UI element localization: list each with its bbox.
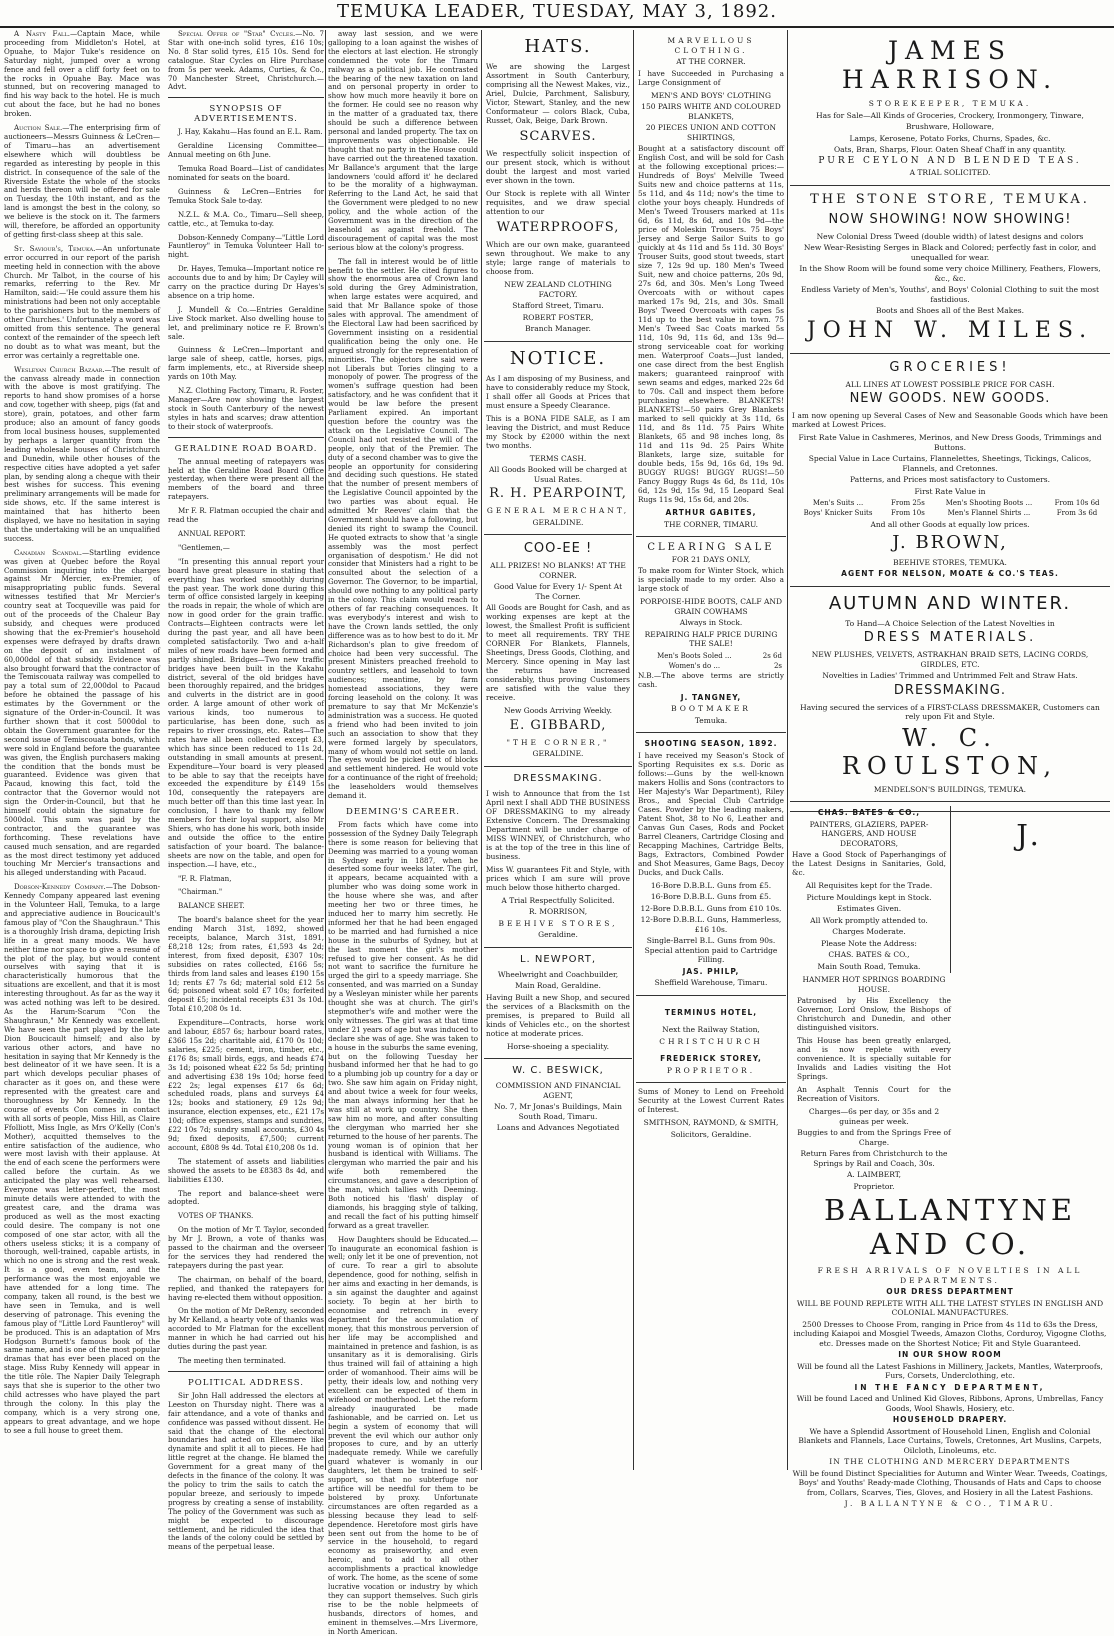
pearpoint-role: GENERAL MERCHANT, — [486, 506, 630, 515]
synopsis-item: N.Z.L. & M.A. Co., Timaru—Sell sheep, cattle, etc., at Temuka to-day. — [168, 209, 324, 228]
hanmer-ad — [792, 973, 951, 1193]
stone-line: In the Show Room will be found some very choice Millinery, Feathers, Flowers, &c., &c. — [799, 264, 1101, 283]
ballantyne-clothbody: Will be found Distinct Specialities for Autumn and Winter Wear. Tweeds, Coatings, Boys' and Youths' Ready-made Clothing, Thousands of Hats and Caps to choose from, Collars, Scarves, Ties, Gloves, and Hosiery in all the Latest Fashions. — [792, 1468, 1108, 1497]
hats-title: HATS. — [524, 36, 592, 57]
synopsis-item: Temuka Road Board—List of candidates nominated for seats on the board. — [168, 164, 324, 182]
pearpoint-town: GERALDINE. — [532, 517, 584, 527]
bates-street: Main South Road, Temuka. — [817, 961, 921, 971]
road-board-paragraph: "Gentlemen,— — [178, 542, 230, 552]
cooee-title: COO-EE ! — [523, 541, 593, 556]
clearing-prices — [638, 651, 784, 671]
synopsis-item: J. Hay, Kakahu—Has found an E.L. Ram. — [178, 127, 323, 137]
hanmer-body: Patronised by His Excellency the Governor, Lord Onslow, the Bishops of Christchurch and Dunedin, and other distinguished visitors. — [797, 996, 951, 1032]
price-label: Women's do ... — [668, 661, 721, 670]
road-board-paragraph: "F. R. Flatman, — [178, 873, 232, 883]
factory-street: Stafford Street, Timaru. — [512, 301, 604, 310]
synopsis-heading: SYNOPSIS OF ADVERTISEMENTS. — [194, 104, 298, 125]
gibbard-town: GERALDINE. — [532, 749, 584, 758]
road-board-paragraph: On the motion of Mr DeRenzy, seconded by Mr Kelland, a hearty vote of thanks was accorded to Mr Flatman for the excellent manner in which he had carried out his duties during the past year. — [168, 1306, 324, 1352]
shooting-single: Single-Barrel B.L. Guns from 90s. Special attention paid to Cartridge Filling. — [644, 936, 778, 964]
newport-ad — [484, 948, 632, 1060]
autumn-plush: NEW PLUSHES, VELVETS, ASTRAKHAN BRAID SETS, LACING CORDS, GIRDLES, ETC. — [811, 650, 1089, 669]
stock-text: Our Stock is replete with all Winter requisites, and we draw special attention to our — [486, 189, 630, 216]
clearing-body: To make room for Winter Stock, which is specially made to my order. Also a large stock of — [638, 566, 784, 593]
dressmaking-ad — [484, 767, 632, 948]
newport-title: L. NEWPORT, — [519, 953, 597, 965]
news-paragraph — [4, 30, 160, 119]
ballantyne-footer: J. BALLANTYNE & CO., TIMARU. — [844, 1499, 1056, 1508]
dressmaking-body: I wish to Announce that from the 1st April next I shall ADD THE BUSINESS OF DRESSMAKING to my already Extensive Concern. The Dressmaking Department will be under charge of MISS WINNEY, of Christchurch, who is at the top of the tree in this line of business. — [486, 788, 630, 861]
tangney-role: BOOTMAKER — [671, 704, 751, 713]
newport-role: Wheelwright and Coachbuilder, — [497, 969, 619, 979]
autumn-ad — [790, 587, 1110, 803]
synopsis-item: N.Z. Clothing Factory, Timaru, R. Foster, Manager—Are now showing the largest stock in South Canterbury of the newest styles in hats and scarves; draw attention to their stock of waterproofs. — [168, 386, 324, 431]
news-subcolumn-right — [168, 30, 324, 1557]
sums-ad — [636, 1083, 786, 1146]
paragraph-text: —No. 7 Star with one-inch solid tyres, £16 10s; No. 8 Star solid tyres, £15 10s. Send for catalogue. Star Cycles on Hire Purchase from 5s per week. Adams, Curties, & Co., 70 Manchester Street, Christchurch.—Advt. — [168, 29, 324, 92]
synopsis-item: Guinness & LeCren—Important and large sale of sheep, cattle, horses, pigs, farm implements, etc., at Riverside sheep yards on 10th May. — [168, 345, 324, 382]
stone-line: Boots and Shoes all of the Best Makes. — [876, 306, 1024, 315]
gabites-name: ARTHUR GABITES, — [665, 508, 757, 517]
cooee-ad — [484, 535, 632, 767]
news-paragraph — [4, 549, 160, 879]
news-paragraph — [4, 245, 160, 361]
news-paragraph — [4, 883, 160, 1435]
autumn-dress: DRESS MATERIALS. — [863, 630, 1037, 645]
paragraph-text: —Captain Mace, while proceeding from Middleton's Hotel, at Opuahe, to Major Tuke's residence on Saturday night, jumped over a wrong fence and fell over a cliff forty feet on to the rocks in Opuahe Bay. Mace was stunned, but on recovering managed to find his way back to the hotel. He is much cut about the face, but he had no bones broken. — [4, 29, 160, 119]
hanmer-charges: Charges—6s per day, or 35s and 2 guineas per week. — [808, 1107, 940, 1126]
clearing-repair: REPAIRING HALF PRICE DURING THE SALE! — [644, 629, 778, 648]
shooting-body: I have received my Season's Stock of Sporting Requisites ex s.s. Doric as follows:—Guns by the well-known makers Hollis and Sons (contractors to Her Majesty's War Department), Riley Bros., and Special Club Cartridge Cases. Powder by the leading makers, Patent Shot, 38 to No 6, Leather and Canvas Gun Cases, Rods and Pocket Barrel Cleaners, Cartridge Closing and Recapping Machines, Cartridge Belts, Bags, Extractors, Combined Powder and Shot Measures, Game Bags, Decoy Ducks, and Duck Calls. — [638, 750, 784, 877]
divider — [168, 437, 324, 438]
autumn-dressmaking: DRESSMAKING. — [893, 682, 1007, 698]
paragraph-runin: St. Saviour's, Temuka. — [14, 243, 96, 253]
waterproofs-body: Which are our own make, guaranteed sewn throughout. We make to any style; large range of materials to choose from. — [486, 240, 630, 276]
paragraph-text: —An unfortunate error occurred in our report of the parish meeting held in connection with the above Church. Mr Talbot, in the course of his remarks, referring to the Rev. Mr Hamilton, said:—'He could assure them his ministrations had been not only acceptable to the parishioners but to the members of other Churches.' Unfortunately a word was omitted from this sentence. The general context of the remainder of the speech left no doubt as to what was meant, but the error was certainly a regrettable one. — [4, 243, 160, 360]
road-board-paragraph: ANNUAL REPORT. — [178, 528, 246, 538]
road-board-paragraph: The annual meeting of ratepayers was held at the Geraldine Road Board Office yesterday, when there were present all the members of the board and three ratepayers. — [168, 456, 324, 502]
road-board-paragraph: "In presenting this annual report your board have great pleasure in stating that everything has worked smoothly during the past year. The work done during this term of office consisted largely in keeping the roads in repair, the whole of which are now in good order for the grain traffic. Contracts—Eighteen contracts were let during the past year, and all have been completed satisfactorily. Two and a-half miles of new roads have been formed and partly shingled. Bridges—Two new traffic bridges have been built in the Kakahu district, several of the old bridges have been thoroughly repaired, and the bridges and culverts in the district are in good order. A large amount of other work of various kinds, too numerous to particularise, has been done, such as repairs to river crossings, etc. Rates—The rates have all been collected except £3, which has since been reduced to 11s 2d, outstanding in small amounts at present. Expenditure—Your board is very pleased to be able to say that the receipts have exceeded the expenditure by £149 15s 10d, consequently the ratepayers are much better off than this time last year. In conclusion, I have to thank my fellow members for their loyal support, also Mr Shiers, who has done his work, both inside and outside the office to the entire satisfaction of your board. The balance-sheets are now on the table, and open for inspection.—I have, etc., — [168, 556, 324, 869]
factory-name: NEW ZEALAND CLOTHING FACTORY. — [504, 280, 612, 299]
storey-name: FREDERICK STOREY, — [660, 1054, 762, 1063]
price-label: Boys' Knicker Suits — [803, 509, 873, 517]
gibbard-corner: "THE CORNER," — [506, 737, 610, 747]
dressmaking-trial: A Trial Respectfully Solicited. — [501, 895, 615, 905]
pearpoint-name: R. H. PEARPOINT, — [489, 486, 627, 501]
harrison-trial: A TRIAL SOLICITED. — [909, 168, 991, 177]
shooting-ad — [636, 733, 786, 996]
column-rule — [481, 30, 482, 1470]
price-row — [638, 651, 784, 661]
newport-shoeing: Horse-shoeing a speciality. — [507, 1041, 609, 1051]
gun-line: 12-Bore D.B.B.L. Guns from £10 10s. — [640, 903, 782, 913]
ballantyne-housebody: We have a Splendid Assortment of Household Linen, English and Colonial Blankets and Flannels, Lace Curtains, Towels, Cretonnes, Art Muslins, Carpets, Oilcloth, Linoleums, etc. — [798, 1426, 1102, 1455]
gabites-address: THE CORNER, TIMARU. — [663, 519, 759, 529]
column-rule — [787, 30, 788, 1470]
scarves-body: We respectfully solicit inspection of our present stock, which is without doubt the largest and most varied ever shown in the town. — [486, 149, 630, 185]
dressmaking-body2: Miss W. guarantees Fit and Style, with prices which I am sure will prove much below those hitherto charged. — [486, 864, 630, 892]
road-board-heading: GERALDINE ROAD BOARD. — [174, 443, 318, 454]
harrison-line: Brushware, Holloware, — [906, 122, 994, 131]
laimbert-role: Proprietor. — [853, 1181, 895, 1191]
news-paragraph: From facts which have come into possession of the Sydney Daily Telegraph there is some reason for believing that Deeming was married to a young woman in Sydney early in 1887, when he deserted some four weeks later. The girl, it appears, became acquainted with a plumber who was doing some work in the house where she was, and after meeting her two or three times, he induced her to marry him secretly. He informed her that he had been engaged to be married and had furnished a nice house in the suburbs of Sydney, but at the last moment the girl's mother refused to give her consent. As he did not want to sacrifice the furniture he urged the girl to a speedy marriage. She consented, and was married on a Sunday by a Wesleyan minister while her parents thought she was at church. The girl's stepmother's wife and mother were the only witnesses. The girl was at that time under 21 years of age but was induced to declare she was of age. She was taken to a house in the suburbs the same evening, but on the following Tuesday her husband informed her that he had to go to a plumbing job up country for a day or two. She saw him again on Friday night, and about twice a week for four weeks, the man always informing her that he was still at work up country. She then saw him no more, and after consulting the clergyman who married her she returned to the house of her parents. The young woman is of opinion that her husband is identical with Williams. The clergyman who married the pair and his wife both remembered the circumstances, and gave a description of the man, which tallies with Deeming. Both noticed his 'flash' display of diamonds, his bragging style of talking, and recall the fact of his putting himself forward as a great traveller. — [328, 819, 478, 1230]
terminus-city: CHRISTCHURCH — [659, 1036, 763, 1046]
harrison-line: Lamps, Kerosene, Potato Forks, Churns, Spades, &c. — [849, 133, 1051, 143]
ballantyne-household: HOUSEHOLD DRAPERY. — [892, 1415, 1008, 1424]
road-board-paragraph: On the motion of Mr T. Taylor, seconded by Mr J. Brown, a vote of thanks was passed to the chairman and the overseer for the services they had rendered the ratepayers during the past year. — [168, 1225, 324, 1270]
paragraph-runin: Dobson-Kennedy Company. — [14, 882, 106, 892]
ballantyne-dresses: 2500 Dresses to Choose From, ranging in Price from 4s 11d to 63s the Dress, including Kaiapoi and Mosgiel Tweeds, Amazon Cloths, Corduroy, Vigogne Cloths, etc. Dresses made on the Shortest Notice; Fit and Style Guaranteed. — [793, 1319, 1107, 1348]
news-column-2 — [328, 29, 478, 1636]
news-paragraph: How Daughters should be Educated.—To inaugurate an economical fashion is well; only let it be one of prevention, not of cure. To rear a girl to absolute dependence, good for nothing, selfish in her aims and exacting in her demands, is a sin against the daughter and against society. To begin at her birth to economise and retrench in every department for the accumulation of money, that this monstrous perversion of her life may be accomplished and maintained in pretence and fashion, is as unsanitary as it is demoralising. Girls thus trained will fail of attaining a high order of womanhood. Their aims will be petty, their ideals low, and nothing very excellent can be expected of them in wifehood or motherhood. Let the reform already inaugurated be made fashionable, and be carried on. Let us begin a system of economy that will prevent the evil which our author only proposes to cure, and by an utterly inadequate remedy. While we carefully guard whatever is womanly in our daughters, let them be trained to self-support, so that no subterfuge nor artifice will be needful for them to be bolstered by proxy. Unfortunate circumstances are often regarded as a blessing because they lead to self-dependence. Heretofore most girls have been sent out from the home to be of service in the household, to regard economy as praiseworthy, and even heroic, and to add to all other accomplishments a practical knowledge of work. The home, as the scene of some lucrative vocation or industry by which they can support themselves. Such girls rise to be the noble helpmeets of husbands, directors of homes, and eminent in themselves.—Mrs Livermore, in North American. — [328, 1234, 478, 1636]
miles-name: JOHN W. MILES. — [806, 317, 1094, 343]
stone-store-ad — [790, 186, 1110, 354]
philp-name: JAS. PHILP, — [682, 966, 740, 976]
notice-ad — [484, 342, 632, 536]
sums-name: SMITHSON, RAYMOND, & SMITH, — [643, 1118, 779, 1127]
groceries-line: Special Value in Lace Curtains, Flannelettes, Sheetings, Tickings, Calicos, Flannels, and Cretonnes. — [808, 454, 1092, 473]
bates-work: All Work promptly attended to. — [810, 915, 928, 925]
cooee-body: All Goods are Bought for Cash, and as working expenses are kept at the lowest, the Smallest Profit is sufficient to meet all requirements. TRY THE CORNER For Blankets, Flannels, Sheetings, Dress Goods, Clothing, and Mercery. Since opening in May last the returns have increased considerably, thus proving Customers are satisfied with the value they receive. — [486, 603, 630, 702]
newport-body: Having Built a new Shop, and secured the services of a Blacksmith on the premises, is prepared to Build all kinds of Vehicles etc., on the shortest notice at moderate prices. — [486, 992, 630, 1038]
section-heading: DEEMING'S CAREER. — [346, 806, 460, 817]
stone-showing: NOW SHOWING! NOW SHOWING! — [828, 211, 1072, 227]
news-paragraph — [4, 366, 160, 544]
road-board-paragraph: The board's balance sheet for the year ending March 31st, 1892, showed receipts, balance, March 31st, 1891, £8,218 12s; from rates, £1,593 4s 2d; interest, from fixed deposit, £307 10s; subsidies on rates collected, £166 5s; thirds from land sales and leases £190 15s 1d; rents £7 7s 6d; material sold £12 5s 6d; poisoned wheat sold £7 10s; forfeited deposit £5; incidental receipts £31 3s 10d. Total £10,208 0s 1d. — [168, 915, 324, 1014]
clearing-head: PORPOISE-HIDE BOOTS, CALF AND GRAIN COWHAMS — [640, 597, 782, 616]
groceries-title: GROCERIES! — [889, 359, 1011, 375]
groceries-new: NEW GOODS. NEW GOODS. — [849, 391, 1051, 406]
beswick-ad — [484, 1059, 632, 1140]
autumn-novelties: Novelties in Ladies' Trimmed and Untrimmed Felt and Straw Hats. — [822, 671, 1078, 680]
manager-role: Branch Manager. — [525, 324, 591, 333]
harrison-ad — [790, 30, 1110, 186]
bates-body: Have a Good Stock of Paperhangings of the Latest Designs in Sanitaries, Gold, &c. — [792, 850, 946, 877]
news-paragraph — [4, 124, 160, 240]
morrison-town: Geraldine. — [538, 930, 578, 939]
cooee-weekly: New Goods Arriving Weekly. — [503, 706, 613, 715]
price-row — [792, 498, 1108, 508]
price-row — [792, 508, 1108, 518]
tangney-town: Temuka. — [694, 715, 728, 725]
clothing-head-2: 150 PAIRS WHITE AND COLOURED BLANKETS, — [641, 102, 781, 121]
terminus-line: Next the Railway Station, — [662, 1025, 760, 1034]
stone-line: New Wear-Resisting Serges in Black and Colored; perfectly fast in color, and unequalled for wear. — [803, 243, 1097, 262]
ad-column-5 — [790, 30, 1110, 1508]
news-paragraph — [168, 30, 324, 92]
stone-line: Endless Variety of Men's, Youths', and Boys' Colonial Clothing to suit the most fastidious. — [801, 285, 1099, 304]
terminus-title: TERMINUS HOTEL, — [664, 1007, 758, 1017]
price-value: From 10s 6d — [1054, 499, 1100, 507]
notice-title: NOTICE. — [509, 347, 607, 369]
hanmer-body2: This House has been greatly enlarged, and is now replete with every convenience. It is specially suitable for Invalids and Ladies visiting the Hot Springs. — [797, 1036, 951, 1081]
road-board-paragraph: The meeting then terminated. — [178, 1356, 286, 1365]
synopsis-item: J. Mundell & Co.—Entries Geraldine Live Stock market. Also dwelling house to let, and preliminary notice re F. Brown's sale. — [168, 304, 324, 341]
road-board-paragraph: The statement of assets and liabilities showed the assets to be £8383 8s 4d, and liabilities £130. — [168, 1156, 324, 1184]
clothing-ad — [636, 30, 786, 537]
price-value: From 10s — [891, 509, 925, 517]
autumn-title: AUTUMN AND WINTER. — [828, 592, 1072, 614]
manager-name: ROBERT FOSTER, — [522, 312, 594, 322]
terminus-ad — [636, 996, 786, 1084]
column-rule — [325, 30, 326, 1470]
brown-name: J. BROWN, — [892, 531, 1008, 553]
clothing-sub: AT THE CORNER. — [676, 57, 746, 66]
price-value: From 25s — [891, 499, 925, 507]
news-paragraph: The fall in interest would be of little benefit to the settler. He cited figures to show the enormous area of Crown land sold during the Grey Administration, when large estates were acquired, and said that Mr Ballance spoke of those sales with approval. The amendment of the Electoral Law had been sacrificed by Government insisting on a residential qualification being the only one. He argued strongly for the representation of minorities. The objectors he said were not Liberals but Tories clinging to a monopoly of power. The progress of the women's suffrage question had been satisfactory, and he was confident that it would be law before the present Parliament expired. An important question before the country was the attack on the Legislative Council. The Council had not resisted the will of the people, only that of the Premier. The duty of a second chamber was to give the people an opportunity for considering and deciding such questions. He stated that the number of present members of the Legislative Council appointed by the two parties was about equal. He admitted Mr Reeves' claim that the Government should have a following, but denied its right to swamp the Council. He quoted extracts to show that 'a single assembly was the most perfect organisation of despotism.' He did not consider that Ministers had a right to be consulted about the selection of a Governor. The Governor, to be impartial, should owe nothing to any political party in the colony. This claim would reach to others of far reaching consequences. It was everybody's interest and wish to have the Crown lands settled, the only difference was as to how best to do it. Mr Richardson's plan to give freedom of choice had been very successful. The present Ministers preached freehold to country settlers, and leasehold to town audiences; meantime, by farm homestead associations, they were forcing leasehold on the colony. It was premature to say that Mr McKenzie's administration was a success. He quoted a friend who had been invited to join such an association to show that they were formed largely by speculators, many of whom would not settle on land. The eyes would be picked out of blocks and settlement hindered. He would vote for a continuance of the right of freehold; the leaseholders would themselves demand it. — [328, 256, 478, 801]
beswick-title: W. C. BESWICK, — [512, 1065, 604, 1076]
philp-address: Sheffield Warehouse, Timaru. — [654, 978, 768, 987]
ballantyne-sub: FRESH ARRIVALS OF NOVELTIES IN ALL DEPARTMENTS. — [817, 1266, 1083, 1285]
cooee-line: ALL PRIZES! NO BLANKS! AT THE CORNER. — [490, 561, 626, 580]
groceries-body: I am now opening up Several Cases of New and Seasonable Goods which have been marked at Lowest Prices. — [792, 411, 1108, 429]
tangney-name: J. TANGNEY, — [680, 692, 742, 702]
gibbard-name: E. GIBBARD, — [509, 717, 607, 733]
hats-ad — [484, 30, 632, 342]
road-board-paragraph: Expenditure—Contracts, horse work and labour, £857 6s; harbour board rates, £366 15s 2d; charitable aid, £170 0s 10d; salaries, £225; cement, iron, timber, etc., £176 8s; small birds, eggs, and heads £74 3s 1d; poisoned wheat £22 5s 5d; printing and advertising £38 19s 10d; horse feed £22 2s; legal expenses £17 6s 6d; scheduled roads, plans and surveys £4 12s; books and stationery, £9 12s 9d; insurance, election expenses, etc., £21 17s 10d; office expenses, stamps and sundries, £22 10s 7d; sundry small accounts, £30 4s 9d; fixed deposits, £7,500; current account, £808 9s 4d. Total £10,208 0s 1d. — [168, 1018, 324, 1152]
paragraph-runin: Canadian Scandal. — [14, 547, 82, 557]
beswick-role: COMMISSION AND FINANCIAL AGENT, — [495, 1081, 621, 1100]
harrison-line: Has for Sale—All Kinds of Groceries, Crockery, Ironmongery, Tinware, — [816, 110, 1084, 120]
notice-terms: TERMS CASH. — [529, 453, 587, 463]
groceries-other: And all other Goods at equally low prices. — [870, 520, 1030, 529]
price-label: Men's Shooting Boots ... — [945, 499, 1033, 507]
political-paragraph: Sir John Hall addressed the electors at Leeston on Thursday night. There was a fair attendance, and a vote of thanks and confidence was passed without dissent. He said that the change of the electoral boundaries had acted on Ellesmere like dynamite and split it all to pieces. He had little regret at the change. He blamed the Government for a great many of the defects in the finance of the colony. It was the policy to trim the sails to catch the popular breeze, and seriously to impede progress by creating a sense of instability. The policy of the Government was such as might be expected to discourage settlement, and he ridiculed the idea that the lands of the colony could be settled by means of the perpetual lease. — [168, 1390, 324, 1552]
groceries-prices — [792, 498, 1108, 518]
synopsis-item: Guinness & LeCren—Entries for Temuka Stock Sale to-day. — [168, 186, 324, 205]
road-board-paragraph: VOTES OF THANKS. — [178, 1211, 254, 1221]
roulston-name: W. C. ROULSTON, — [841, 723, 1059, 780]
bates-est: Estimates Given. — [836, 904, 902, 913]
morrison-name: R. MORRISON, — [528, 907, 588, 916]
harrison-line: Oats, Bran, Sharps, Flour. Oaten Sheaf Chaff in any quantity. — [834, 145, 1066, 154]
clothing-head-3: 20 PIECES UNION AND COTTON SHIRTINGS, — [645, 123, 777, 142]
ad-column-4 — [636, 30, 786, 1470]
divider — [168, 1371, 324, 1372]
gun-line: 16-Bore D.B.B.L. Guns from £5. — [650, 880, 772, 890]
clearing-always: Always in Stock. — [679, 618, 743, 627]
hats-body: We are showing the Largest Assortment in South Canterbury, comprising all the Newest Makes, viz., Ariel, Dulcie, Parchment, Salisbury, Victor, Stewart, Stanley, and the new Conformateur — colors Black, Cuba, Russet, Oak, Beige, Dark Brown. — [486, 62, 630, 125]
synopsis-item: Geraldine Licensing Committee—Annual meeting on 6th June. — [168, 141, 324, 160]
ballantyne-showbody: Will be found all the Latest Fashions in Millinery, Jackets, Mantles, Waterproofs, Furs, Corsets, Underclothing, etc. — [797, 1361, 1103, 1380]
hanmer-buggies: Buggies to and from the Springs Free of Charge. — [797, 1128, 951, 1147]
ballantyne-fancybody: Will be found Laced and Unlined Kid Gloves, Ribbons, Aprons, Umbrellas, Fancy Goods, Wool Shawls, Hosiery, etc. — [796, 1394, 1104, 1413]
synopsis-item: Dobson-Kennedy Company—"Little Lord Fauntleroy" in Temuka Volunteer Hall to-night. — [168, 232, 324, 260]
paragraph-runin: A Nasty Fall. — [14, 29, 70, 38]
paragraph-runin: Wesleyan Church Bazaar. — [14, 364, 105, 374]
column-rule — [633, 30, 634, 1470]
sums-body: Sums of Money to Lend on Freehold Security at the Lowest Current Rates of Interest. — [638, 1087, 784, 1114]
clothing-intro: I have Succeeded in Purchasing a Large Consignment of — [638, 68, 784, 87]
synopsis-item: Dr. Hayes, Temuka—Important notice re accounts due to and by him; Dr Cayley will carry on the practice during Dr Hayes's absence on a trip home. — [168, 264, 324, 300]
shooting-title: SHOOTING SEASON, 1892. — [644, 739, 778, 748]
gun-line: 16-Bore D.B.B.L. Guns from £5. — [650, 892, 772, 901]
morrison-store: BEEHIVE STORES, — [498, 918, 618, 928]
groceries-value: First Rate Value in — [914, 486, 986, 496]
bates-title: CHAS. BATES & CO., — [817, 808, 921, 817]
ballantyne-complete: WILL BE FOUND REPLETE WITH ALL THE LATEST STYLES IN ENGLISH AND COLONIAL MANUFACTURES. — [796, 1298, 1104, 1317]
notice-body: As I am disposing of my Business, and have to considerably reduce my Stock, I shall offer all Goods at Prices that must ensure a Speedy Clearance. — [486, 373, 630, 410]
news-subcolumn-left — [4, 30, 160, 1440]
paragraph-text: —The enterprising firm of auctioneers—Messrs Guinness & LeCren—of Timaru—has an advertisement elsewhere which will doubtless be regarded as interesting by people in this district. In consequence of the sale of the Riverside Estate the whole of the stocks and herds thereon will be offered for sale on Tuesday, the 10th instant, and as the land is amongst the best in the colony, so we believe is the stock on it. The farmers will, therefore, be afforded an opportunity of getting first-class sheep at this sale. — [4, 123, 160, 239]
bates-pic: Picture Mouldings kept in Stock. — [806, 892, 932, 902]
ballantyne-our: OUR DRESS DEPARTMENT — [886, 1287, 1014, 1296]
groceries-line: First Rate Value in Cashmeres, Merinos, and New Dress Goods, Trimmings and Buttons. — [798, 433, 1102, 452]
stone-line: New Colonial Dress Tweed (double width) of latest designs and colors — [816, 231, 1084, 241]
hanmer-fares: Return Fares from Christchurch to the Springs by Rail and Coach, 30s. — [800, 1149, 948, 1168]
sums-role: Solicitors, Geraldine. — [670, 1129, 752, 1139]
dressmaking-title: DRESSMAKING. — [513, 772, 603, 784]
groceries-sub: ALL LINES AT LOWEST POSSIBLE PRICE FOR CASH. — [845, 379, 1055, 389]
road-board-paragraph: "Chairman." — [178, 887, 223, 897]
scarves-title: SCARVES. — [519, 129, 597, 144]
laimbert-name: A. LAIMBERT, — [846, 1170, 901, 1179]
harrison-title: JAMES HARRISON. — [841, 36, 1059, 94]
paragraph-runin: Auction Sale. — [14, 123, 63, 133]
divider — [168, 97, 324, 98]
clothing-title: MARVELLOUS CLOTHING. — [667, 36, 755, 55]
notice-line2: This is a BONA FIDE SALE, as I am leaving the District, and must Reduce my Stock by £2000 within the next two months. — [486, 413, 630, 450]
price-value: 2s — [773, 661, 782, 670]
bates-name: CHAS. BATES & CO., — [828, 950, 910, 959]
road-board-paragraph: BALANCE SHEET. — [178, 901, 245, 911]
road-board-paragraph: Mr F. R. Flatman occupied the chair and read the — [168, 506, 324, 525]
clearing-nb: N.B.—The above terms are strictly cash. — [638, 670, 784, 689]
hanmer-body3: An Asphalt Tennis Court for the Recreation of Visitors. — [797, 1085, 951, 1103]
newport-address: Main Road, Geraldine. — [515, 981, 601, 990]
stone-title: THE STONE STORE, TEMUKA. — [810, 191, 1090, 207]
groceries-ad — [790, 354, 1110, 587]
price-row — [638, 661, 784, 671]
roulston-address: MENDELSON'S BUILDINGS, TEMUKA. — [873, 784, 1027, 794]
paragraph-text: —Startling evidence was given at Quebec before the Royal Commission inquiring into the charges against Mr Mercier, ex-Premier, of misappropriating public funds. Several witnesses testified that Mr Mercier's country seat at Tocqueville was paid for out of the proceeds of the Chaleur Bay subsidy, and cheques were produced showing that the ex-Premier's household expenses were defrayed by drafts drawn on the deposit of an instalment of 60,000dol of that subsidy. Evidence was also brought forward that the contractor of the Temiscouata railway was compelled to pay a total sum of 22,000dol to Pacaud before he obtained the passage of his estimates by the Government or the signature of the Order-in-Council. It was further shown that it cost 5000dol to obtain the Government guarantee for the second issue of Temiscouata bonds, which were sold in England before the guarantee was given, the English purchasers making the condition that the bonds must be guaranteed. Evidence was given that Pacaud, knowing this fact, told the contractor that the Governor would not sign the Order-in-Council, but that he himself could obtain the signature for 5000dol. This sum was paid by the contractor, and the guarantee was forthcoming. These revelations have caused much sensation, and are regarded as the most direct testimony yet adduced touching Mr Mercier's transactions and his alleged understanding with Pacaud. — [4, 547, 160, 878]
clothing-body: Bought at a satisfactory discount off English Cost, and will be sold for Cash at the following exceptional prices:—Hundreds of Boys' Melville Tweed Suits new and choice patterns at 11s, 5s 11d, and 4s 11d; now's the time to clothe your boys cheaply. Hundreds of Men's Tweed Trousers marked at 11s 6d, 6s 11d, 8s 6d, and 10s 9d—the price of Moleskin Trousers. 75 Boys' Jersey and Serge Sailor Suits to go quickly at 4s 11d and 5s 11d. 30 Boys' Trouser Suits, good stout tweeds, start size 7, 12s 9d up. 180 Men's Tweed Suit, new and choice patterns, 20s 9d, 27s 6d, and 30s. Men's Long Tweed Overcoats with or without capes marked 17s 9d, 21s, and 30s. Small Boys' Tweed Overcoats with capes 5s 11d up to the best value in town. 75 Men's Tweed Sac Coats marked 5s 11d, 10s 9d, 11s 6d, and 13s 9d—strong serviceable coat for working men. Waterproof Coats—Just landed, one case direct from the best English makers; guaranteed rainproof with sewn seams and edges, marked 22s 6d to 70s. Call and inspect them before purchasing elsewhere. BLANKETS! BLANKETS!—50 pairs Grey Blankets marked to sell quickly at 3s 11d, 6s 11d, and 8s 11d. 75 Pairs White Blankets, 65 and 98 inches long, 8s 11d and 11s 9d. 25 Pairs White Blankets, large size, suitable for double beds, 15s 9d, 16s 6d, 19s 9d. BUGGY RUGS! BUGGY RUGS!—50 Fancy Buggy Rugs 4s 6d, 8s 11d, 10s 6d, 12s 9d, 15s 9d, 15 Leopard Seal Rugs 11s 9d, 15s 6d, and 20s. — [638, 144, 784, 504]
bates-role: PAINTERS, GLAZIERS, PAPER-HANGERS, AND HOUSE DECORATORS, — [809, 819, 929, 848]
news-column-1 — [4, 29, 324, 1552]
ballantyne-clothing: IN THE CLOTHING AND MERCERY DEPARTMENTS — [829, 1457, 1071, 1466]
brown-store: BEEHIVE STORES, TEMUKA. — [893, 557, 1007, 567]
groceries-line: Patterns, and Prices most satisfactory to Customers. — [850, 475, 1050, 484]
hanmer-title: HANMER HOT SPRINGS BOARDING HOUSE. — [802, 975, 946, 994]
ballantyne-showroom: IN OUR SHOW ROOM — [898, 1350, 1002, 1359]
beswick-address: No. 7, Mr Jonas's Buildings, Main South Road, Timaru. — [494, 1102, 622, 1121]
storey-role: PROPRIETOR. — [666, 1065, 756, 1075]
bates-charges: Charges Moderate. — [832, 927, 906, 936]
paragraph-runin: Special Offer of "Star" Cycles. — [178, 29, 296, 38]
political-heading: POLITICAL ADDRESS. — [188, 1377, 304, 1388]
news-paragraph: away last session, and we were galloping to a loan against the wishes of the electors at last election. He strongly condemned the vote for the Timaru railway as a political job. He contrasted the bearing of the new taxation on land and on personal property in order to show how much more heavily it bore on the former. He could see no reason why in the matter of a graduated tax, there should be such a difference between personal and landed property. The tax on improvements was objectionable. He thought that no party in the House could have carried out the threatened taxation. Mr Ballance's argument that the large landowners 'could afford it' he declared to be the morality of a highwayman. Referring to the Land Act, he said that the Government were pledged to no new policy, and the whole action of the Government was in the direction of the leasehold as against freehold. The discouragement of capital was the most serious blow at the colony's progress. — [328, 29, 478, 252]
harrison-sub: STOREKEEPER, TEMUKA. — [868, 99, 1032, 108]
clearing-days: FOR 21 DAYS ONLY, — [671, 554, 751, 564]
clearing-title: CLEARING SALE — [647, 542, 775, 553]
clothing-head-1: MEN'S AND BOYS' CLOTHING — [651, 90, 771, 100]
autumn-dm-body: Having secured the services of a FIRST-CLASS DRESSMAKER, Customers can rely upon Fit and Style. — [800, 702, 1100, 721]
price-label: Men's Suits ... — [812, 499, 864, 507]
price-label: Men's Flannel Shirts ... — [947, 509, 1031, 517]
ballantyne-fancy: IN THE FANCY DEPARTMENT, — [854, 1382, 1046, 1392]
autumn-hand: To Hand—A Choice Selection of the Latest Novelties in — [845, 618, 1055, 628]
ad-column-3 — [484, 30, 632, 1470]
road-board-paragraph: The report and balance-sheet were adopted. — [168, 1188, 324, 1207]
clearing-sale-ad — [636, 537, 786, 733]
price-label: Men's Boots Soled ... — [657, 651, 732, 660]
paragraph-text: —The result of the canvass already made in connection with the above is most gratifying. The reports to hand show promises of a horse and cow, together with sheep, pigs (fat and store), grain, potatoes, and other farm produce; also an amount of fancy goods from local business houses, supplemented by perhaps a larger quantity from the leading wholesale houses of Christchurch and Dunedin, while other houses of the respective cities have adopted a yet safer plan, by sending along a cheque with their best wishes for success. This evening preliminary arrangements will be made for side shows, etc. If the same interest is maintained that has hitherto been displayed, we have no hesitation in saying that the undertaking will be an unqualified success. — [4, 364, 160, 543]
price-value: 2s 6d — [762, 651, 782, 660]
price-value: From 3s 6d — [1056, 509, 1098, 517]
bates-ad — [792, 806, 951, 973]
road-board-paragraph: The chairman, on behalf of the board, replied, and thanked the ratepayers for having re-elected them without opposition. — [168, 1274, 324, 1302]
harrison-teas: PURE CEYLON AND BLENDED TEAS. — [818, 155, 1082, 166]
notice-booked: All Goods Booked will be charged at Usual Rates. — [489, 465, 627, 484]
bates-address-label: Please Note the Address: — [821, 938, 917, 948]
brown-agent: AGENT FOR NELSON, MOATE & CO.'S TEAS. — [841, 569, 1059, 578]
beswick-loans: Loans and Advances Negotiated — [496, 1123, 620, 1132]
gun-line: 12-Bore D.B.B.L. Guns, Hammerless, £16 10s. — [640, 915, 782, 934]
paragraph-text: —The Dobson-Kennedy Company appeared last evening in the Volunteer Hall, Temuka, to a large and appreciative audience in Boucicault's famous play of "Con the Shaughraun." This is a thoroughly Irish drama, depicting Irish life in a great many moods. We have neither time nor space to give a resumé of the plot of the play, but would content ourselves with saying that it is characteristically humorous that the situations are excellent, and that it is most interesting throughout. As far as the way it was acted nothing was left to be desired. As the Harum-Scarum "Con the Shaughraun," Mr Kennedy was excellent. We have seen the part played by the late Dion Boucicault himself; and also by various other actors, and have no hesitation in saying that Mr Kennedy is the best delineator of it we have seen. It is a part which develops peculiar phases of character as it goes on, and these were represented with the greatest care and thoroughness by Mr Kennedy. In the course of events Con comes in contact with all sorts of people, Miss Hill, as Claire Ffolliott, Miss Ingle, as Mrs O'Kelly (Con's Mother), acquitted themselves to the entire satisfaction of the audience, who were most lavish with their applause. At the end of each scene the performers were called before the curtain. As we anticipated the play was well rehearsed. Everyone was letter-perfect, the most minute details were attended to with the greatest care, and the drama was produced as well as the most exacting could desire. The company is not one composed of one star actor, with all the others useless sticks; it is a company of thorough, well-trained, capable artists, in which no one is strong and the rest weak. It is a good, even team, and the performance was the most enjoyable we have attended for a long time. The company, taken all round, is the best we have seen in Temuka, and is well deserving of patronage. This evening the famous play of "Little Lord Fauntleroy" will be produced. This is an adaptation of Mrs Hodgson Burnett's famous book of the same name, and is one of the most popular dramas that has ever been placed on the stage. Miss Ruby Kennedy will appear in the title rôle. The Napier Daily Telegraph says that she is superior to the other two child actresses who have played the part through the colony. In this play the company, which is a very strong one, appears to great advantage, and we hope to see a full house to greet them. — [4, 882, 160, 1435]
ballantyne-title: J. BALLANTYNE AND CO. — [823, 818, 1077, 1261]
masthead: TEMUKA LEADER, TUESDAY, MAY 3, 1892. — [0, 0, 1114, 28]
waterproofs-title: WATERPROOFS, — [496, 220, 620, 235]
cooee-line2: Good Value for Every 1/- Spent At The Corner. — [493, 582, 623, 601]
bates-req: All Requisites kept for the Trade. — [805, 881, 933, 890]
